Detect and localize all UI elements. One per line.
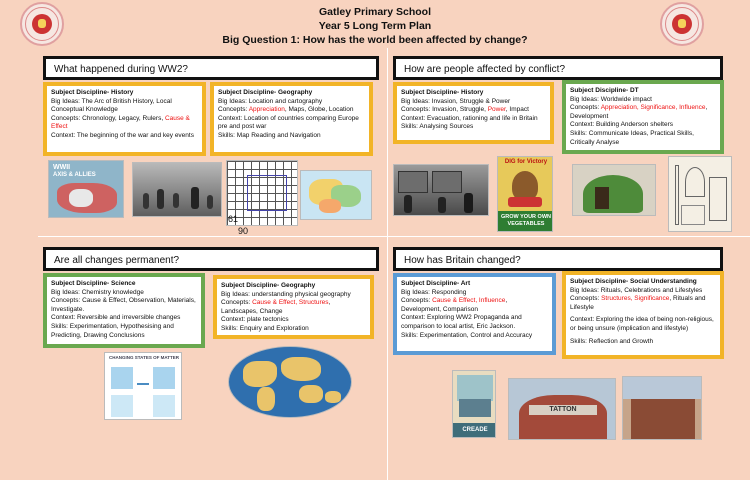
skills: Skills: Experimentation, Control and Accuracy — [401, 331, 533, 339]
card-history-q2 — [393, 82, 554, 144]
eric-jackson-poster: CREADE — [452, 370, 496, 438]
question-people-affected-conflict: How are people affected by conflict? — [393, 56, 723, 80]
concepts: Concepts: Structures, Significance, Rituals and Lifestyle — [570, 295, 706, 311]
ww2-soldiers-photo — [132, 162, 222, 217]
question-britain-changed: How has Britain changed? — [393, 247, 723, 271]
skills: Skills: Map Reading and Navigation — [218, 131, 321, 139]
skills: Skills: Enquiry and Exploration — [221, 324, 309, 332]
grid-number-90: 90 — [238, 226, 249, 236]
discipline-label: Subject Discipline- Art — [401, 280, 471, 287]
card-geography-q1 — [210, 82, 373, 156]
page-header — [0, 5, 750, 47]
dig-for-victory-poster: DIG for Victory GROW YOUR OWN VEGETABLES — [497, 156, 553, 232]
vertical-divider — [387, 48, 388, 480]
card-history-q1 — [43, 82, 206, 156]
concepts: Concepts: Cause & Effect, Structures, Landscapes, Change — [221, 299, 331, 315]
concepts: Concepts: Invasion, Struggle, Power, Impact — [401, 106, 529, 114]
discipline-label: Subject Discipline- History — [401, 89, 484, 96]
europe-map-image — [300, 170, 372, 220]
big-ideas: Big Ideas: understanding physical geography — [221, 290, 351, 298]
tectonic-plates-map — [228, 346, 352, 418]
changing-states-diagram: CHANGING STATES OF MATTER — [104, 352, 182, 420]
concepts: Concepts: Cause & Effect, Observation, Materials, Investigate. — [51, 297, 196, 313]
discipline-label: Subject Discipline- Science — [51, 280, 136, 287]
concepts: Concepts: Appreciation, Maps, Globe, Location — [218, 106, 354, 114]
context: Context: Exploring the idea of being non-religious, or being unsure (implication and lifestyle) — [570, 316, 714, 332]
concepts: Concepts: Chronology, Legacy, Rulers, Cause & Effect — [51, 114, 190, 131]
plan-title: Year 5 Long Term Plan — [318, 20, 432, 32]
shelter-diagram-image — [668, 156, 732, 232]
anderson-shelter-photo — [572, 164, 656, 216]
question-changes-permanent: Are all changes permanent? — [43, 247, 379, 271]
context: Context: Location of countries comparing Europe pre and post war — [218, 114, 359, 131]
card-science-q3 — [43, 273, 205, 348]
discipline-label: Subject Discipline- DT — [570, 87, 639, 94]
skills: Skills: Communicate Ideas, Practical Skills, Critically Analyse — [570, 129, 694, 146]
skills: Skills: Reflection and Growth — [570, 337, 654, 345]
horizontal-divider — [38, 236, 750, 237]
skills: Skills: Analysing Sources — [401, 123, 474, 131]
concepts: Concepts: Cause & Effect, Influence, Development, Comparison — [401, 297, 508, 313]
context: Context: The beginning of the war and key events — [51, 131, 194, 139]
discipline-label: Subject Discipline- Social Understanding — [570, 278, 697, 285]
big-ideas: Big Ideas: Invasion, Struggle & Power — [401, 97, 511, 105]
big-ideas: Big Ideas: Responding — [401, 288, 467, 296]
tatton-building-photo: TATTON — [508, 378, 616, 440]
question-what-happened-ww2: What happened during WW2? — [43, 56, 379, 80]
big-ideas: Big Ideas: Chemistry knowledge — [51, 288, 144, 296]
context: Context: plate tectonics — [221, 316, 289, 324]
card-art-q4 — [393, 273, 556, 355]
local-scene-photo — [622, 376, 702, 440]
big-ideas: Big Ideas: Location and cartography — [218, 97, 323, 105]
discipline-label: Subject Discipline- Geography — [221, 282, 316, 289]
ww2-axis-allies-poster: WWII AXIS & ALLIES — [48, 160, 124, 218]
big-ideas: Big Ideas: Rituals, Celebrations and Lifestyles — [570, 286, 703, 294]
card-geography-q3 — [213, 275, 374, 339]
context: Context: Building Anderson shelters — [570, 121, 673, 129]
skills: Skills: Experimentation, Hypothesising and Predicting, Drawing Conclusions — [51, 322, 174, 339]
context: Context: Evacuation, rationing and life in Britain — [401, 114, 538, 122]
grid-number-61: 61 — [228, 214, 239, 224]
discipline-label: Subject Discipline- Geography — [218, 89, 313, 96]
card-social-understanding-q4 — [562, 271, 724, 359]
concepts: Concepts: Appreciation, Significance, Influence, Development — [570, 104, 708, 120]
big-ideas: Big Ideas: Worldwide impact — [570, 95, 652, 103]
discipline-label: Subject Discipline- History — [51, 89, 134, 96]
big-question: Big Question 1: How has the world been affected by change? — [222, 34, 528, 46]
big-ideas: Big Ideas: The Arc of British History, Local Conceptual Knowledge — [51, 97, 172, 114]
evacuation-train-photo — [393, 164, 489, 216]
card-dt-q2 — [562, 80, 724, 154]
school-name: Gatley Primary School — [318, 6, 432, 18]
context: Context: Reversible and irreversible changes — [51, 314, 181, 322]
context: Context: Exploring WW2 Propaganda and comparison to local artist, Eric Jackson. — [401, 314, 522, 330]
